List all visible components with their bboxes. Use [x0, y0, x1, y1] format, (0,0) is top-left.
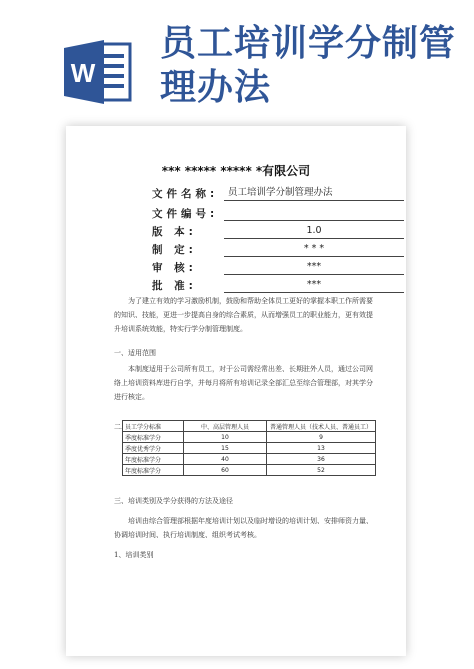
section-3-body: 培训由综合管理部根据年度培训计划以及临时增设的培训计划、安排师资力量、协调培训时间、执行培训制度、组织考试考核。 [114, 517, 373, 539]
table-header-row [123, 421, 376, 432]
table-header-cell: 员工学分标准 [123, 421, 184, 432]
meta-value: 员工培训学分制管理办法 [224, 186, 404, 201]
word-document-icon [64, 40, 132, 104]
section-2-mark: 二、 [114, 423, 128, 431]
table-row [123, 432, 376, 443]
meta-value: *** [224, 278, 404, 293]
meta-value: 1.0 [224, 224, 404, 239]
document-page [66, 126, 406, 656]
table-cell: 9 [267, 432, 376, 443]
table-cell: 年度标准学分 [123, 454, 184, 465]
meta-value: *** [224, 260, 404, 275]
section-3-subtitle: 1、培训类别 [114, 551, 154, 559]
meta-label: 文件编号: [152, 208, 219, 220]
svg-text:W: W [70, 58, 96, 88]
meta-label: 批 准: [152, 280, 197, 292]
banner-title-line-1: 员工培训学分制管 [160, 23, 457, 64]
meta-value: * * * [224, 242, 404, 257]
meta-label: 文件名称: [152, 188, 219, 200]
table-row [123, 443, 376, 454]
table-row [123, 465, 376, 476]
credit-standard-table [122, 420, 376, 476]
table-cell: 季度标准学分 [123, 432, 184, 443]
table-cell: 52 [267, 465, 376, 476]
table-cell: 40 [184, 454, 267, 465]
banner-title-line-2: 理办法 [160, 67, 272, 108]
table-cell: 36 [267, 454, 376, 465]
table-header-cell: 普通管理人员（技术人员、普通员工） [267, 421, 376, 432]
section-1-title: 一、适用范围 [114, 349, 156, 357]
section-3-title: 三、培训类别及学分获得的方法及途径 [114, 497, 233, 505]
intro-paragraph: 为了建立有效的学习激励机制，鼓励和帮助全体员工更好的掌握本职工作所需要的知识、技能，更进一步提高自身的综合素质，从而增强员工的职业能力，更有效提升培训系统效能，特实行学分制管理制度。 [114, 297, 373, 333]
company-name: *** ***** ***** *有限公司 [161, 164, 311, 178]
table-cell: 年度标准学分 [123, 465, 184, 476]
table-header-cell: 中、高层管理人员 [184, 421, 267, 432]
table-row [123, 454, 376, 465]
meta-value [224, 206, 404, 221]
table-cell: 13 [267, 443, 376, 454]
table-cell: 10 [184, 432, 267, 443]
section-1-body: 本制度适用于公司所有员工，对于公司需经常出差、长期驻外人员，通过公司网络上培训资料库进行自学，并每月将所有培训记录全部汇总至综合管理部，对其学分进行核定。 [114, 365, 373, 401]
table-cell: 季度优秀学分 [123, 443, 184, 454]
meta-label: 版 本: [152, 226, 197, 238]
table-cell: 15 [184, 443, 267, 454]
banner [0, 0, 474, 120]
table-cell: 60 [184, 465, 267, 476]
meta-label: 审 核: [152, 262, 197, 274]
meta-label: 制 定: [152, 244, 197, 256]
